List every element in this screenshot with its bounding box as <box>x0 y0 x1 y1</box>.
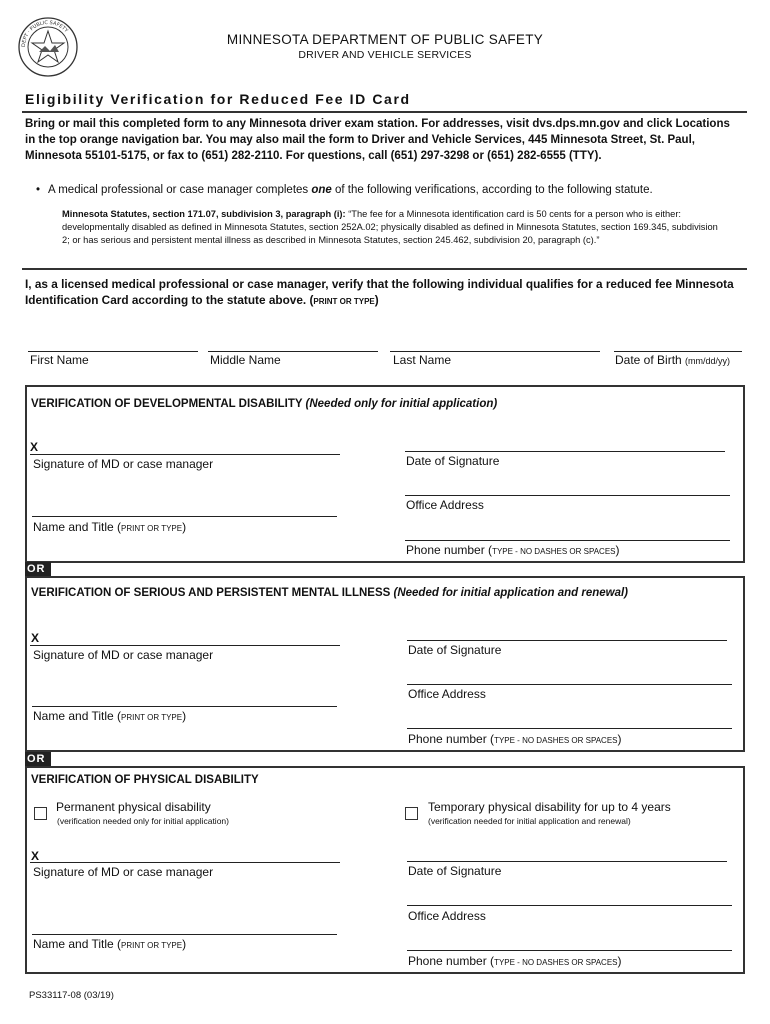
physical-phone-close: ) <box>617 954 622 968</box>
svg-text:DEPT · PUBLIC SAFETY: DEPT · PUBLIC SAFETY <box>20 19 69 48</box>
dob-line[interactable] <box>614 351 742 352</box>
physical-name-title-label <box>33 937 186 951</box>
physical-heading: VERIFICATION OF PHYSICAL DISABILITY <box>31 774 259 786</box>
mental-name-title-text: Name and Title ( <box>33 709 122 723</box>
statute-text <box>62 208 722 247</box>
form-number: PS33117-08 (03/19) <box>29 990 114 1001</box>
mental-illness-section <box>25 576 745 752</box>
dev-office-label: Office Address <box>406 498 484 512</box>
verification-close: ) <box>374 293 379 307</box>
mental-signature-label: Signature of MD or case manager <box>33 648 214 662</box>
verification-statement <box>25 276 735 310</box>
dev-date-label: Date of Signature <box>406 454 500 468</box>
verification-main: I, as a licensed medical professional or case manager, verify that the following individual qualifies for a reduced fee Minnesota Identification Card according to the statute above. ( <box>25 277 734 307</box>
permanent-label: Permanent physical disability <box>56 800 211 814</box>
instruction-bullet <box>36 184 748 196</box>
division-name: DRIVER AND VEHICLE SERVICES <box>298 49 472 61</box>
verification-print-type: PRINT OR TYPE <box>313 297 375 306</box>
physical-office-line[interactable] <box>407 905 732 906</box>
first-name-line[interactable] <box>28 351 198 352</box>
physical-date-line[interactable] <box>407 861 727 862</box>
physical-phone-text: Phone number ( <box>408 954 495 968</box>
or-divider-1: OR <box>25 562 51 576</box>
state-seal-logo <box>17 16 79 78</box>
first-name-label: First Name <box>30 353 89 367</box>
physical-phone-line[interactable] <box>407 950 732 951</box>
statute-body: “The fee for a Minnesota identification card is 50 cents for a person who is either: developmentally disabled as defined in Minnesota Statutes, section 252A.02; physically disabled as defined in Minnesota Statutes, section 169.345, subdivision 2; or has serious and persistent mental illness as described in Minnesota Statutes, section 245.462, subdivision 20, paragraph (c).” <box>62 209 718 245</box>
dob-label <box>615 353 730 367</box>
developmental-title: VERIFICATION OF DEVELOPMENTAL DISABILITY <box>31 398 303 410</box>
mental-phone-note: TYPE - NO DASHES OR SPACES <box>494 736 618 745</box>
mental-name-close: ) <box>182 709 187 723</box>
dev-phone-note: TYPE - NO DASHES OR SPACES <box>492 547 616 556</box>
mental-date-line[interactable] <box>407 640 727 641</box>
physical-x-mark: X <box>31 849 40 863</box>
dev-phone-label <box>406 543 620 557</box>
physical-signature-label: Signature of MD or case manager <box>33 865 214 879</box>
mental-phone-text: Phone number ( <box>408 732 495 746</box>
mental-name-title-label <box>33 709 186 723</box>
last-name-line[interactable] <box>390 351 600 352</box>
department-name: MINNESOTA DEPARTMENT OF PUBLIC SAFETY <box>226 32 544 47</box>
temporary-note: (verification needed for initial application and renewal) <box>428 816 631 826</box>
dob-format: (mm/dd/yy) <box>685 356 731 366</box>
mental-phone-close: ) <box>617 732 622 746</box>
mental-name-title-line[interactable] <box>32 706 337 707</box>
dev-signature-label: Signature of MD or case manager <box>33 457 214 471</box>
developmental-section <box>25 385 745 563</box>
physical-phone-note: TYPE - NO DASHES OR SPACES <box>494 958 618 967</box>
statute-reference: Minnesota Statutes, section 171.07, subdivision 3, paragraph (i): <box>62 209 346 219</box>
permanent-note: (verification needed only for initial application) <box>57 816 229 826</box>
mental-office-line[interactable] <box>407 684 732 685</box>
physical-office-label: Office Address <box>408 909 486 923</box>
dev-x-mark: X <box>30 440 39 454</box>
mental-note: (Needed for initial application and renewal) <box>393 587 629 599</box>
temporary-label: Temporary physical disability for up to 4 years <box>428 800 671 814</box>
physical-signature-line[interactable] <box>30 862 340 863</box>
statute-rule <box>22 268 747 270</box>
middle-name-label: Middle Name <box>210 353 281 367</box>
developmental-heading <box>31 398 497 410</box>
mental-name-print-type: PRINT OR TYPE <box>121 713 183 722</box>
temporary-checkbox[interactable] <box>405 807 418 820</box>
bullet-text-pre: A medical professional or case manager completes <box>48 184 312 196</box>
permanent-checkbox[interactable] <box>34 807 47 820</box>
bullet-text-post: of the following verifications, according to the following statute. <box>331 184 653 196</box>
dev-name-title-text: Name and Title ( <box>33 520 122 534</box>
dev-phone-text: Phone number ( <box>406 543 493 557</box>
form-title: Eligibility Verification for Reduced Fee ID Card <box>25 91 411 107</box>
dev-name-print-type: PRINT OR TYPE <box>121 524 183 533</box>
dev-office-line[interactable] <box>405 495 730 496</box>
dob-text: Date of Birth <box>615 353 682 367</box>
mental-signature-line[interactable] <box>30 645 340 646</box>
developmental-note: (Needed only for initial application) <box>305 398 498 410</box>
physical-name-close: ) <box>182 937 187 951</box>
last-name-label: Last Name <box>393 353 452 367</box>
dev-date-line[interactable] <box>405 451 725 452</box>
physical-phone-label <box>408 954 622 968</box>
dev-phone-close: ) <box>615 543 620 557</box>
mental-date-label: Date of Signature <box>408 643 502 657</box>
physical-name-title-line[interactable] <box>32 934 337 935</box>
mental-heading <box>31 587 628 599</box>
mental-office-label: Office Address <box>408 687 486 701</box>
dev-name-close: ) <box>182 520 187 534</box>
physical-date-label: Date of Signature <box>408 864 502 878</box>
mental-phone-label <box>408 732 622 746</box>
physical-name-print-type: PRINT OR TYPE <box>121 941 183 950</box>
dev-phone-line[interactable] <box>405 540 730 541</box>
dev-name-title-line[interactable] <box>32 516 337 517</box>
intro-text: Bring or mail this completed form to any Minnesota driver exam station. For addresses, visit dvs.dps.mn.gov and click Locations in the top orange navigation bar. You may also mail the form to Driver and Vehicle Services, 445 Minnesota Street, St. Paul, Minnesota 55101-5175, or fax to (651) 282-2110. For questions, call (651) 297-3298 or (651) 282-6555 (TTY). <box>25 118 730 162</box>
mental-x-mark: X <box>31 631 40 645</box>
physical-name-title-text: Name and Title ( <box>33 937 122 951</box>
bullet-icon: • <box>36 184 41 196</box>
dev-name-title-label <box>33 520 186 534</box>
mental-title: VERIFICATION OF SERIOUS AND PERSISTENT MENTAL ILLNESS <box>31 587 391 599</box>
bullet-text-em: one <box>311 184 332 196</box>
middle-name-line[interactable] <box>208 351 378 352</box>
dev-signature-line[interactable] <box>30 454 340 455</box>
mental-phone-line[interactable] <box>407 728 732 729</box>
title-rule <box>22 111 747 113</box>
or-divider-2: OR <box>25 752 51 766</box>
